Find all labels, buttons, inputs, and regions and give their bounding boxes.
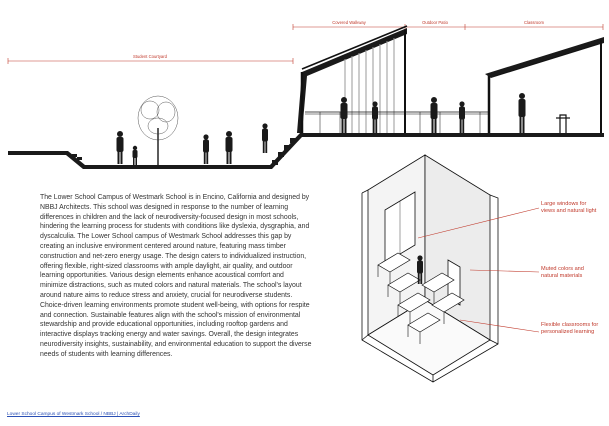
person-adult-4 (262, 123, 268, 153)
classroom-axonometric-drawing (330, 150, 609, 415)
person-walkway-1 (341, 97, 348, 133)
person-adult-3 (226, 131, 233, 164)
person-patio-1 (431, 97, 438, 133)
person-adult-1 (117, 131, 124, 164)
dim-student-courtyard: Student Courtyard (133, 54, 167, 59)
person-child-1 (133, 146, 138, 165)
person-classroom-1 (519, 93, 526, 133)
dim-covered-walkway: Covered Walkway (332, 20, 366, 25)
callout-flexible-classrooms: Flexible classrooms for personalized learning (541, 322, 599, 335)
person-patio-2 (459, 101, 465, 133)
source-link[interactable]: Lower School Campus of Westmark School / NBBJ | ArchDaily (7, 412, 140, 417)
classroom-building (485, 37, 604, 133)
callout-muted-colors: Muted colors and natural materials (541, 266, 584, 279)
project-description: The Lower School Campus of Westmark School is in Encino, California and designed by NBBJ Architects. This school was designed in response to the number of learning differences in children and the lack of neurodiversity-focused design in most schools, hindering the learning process for students with conditions like dyslexia, dysgraphia, and dyscalculia. The Lower School campus of Westmark School addresses this gap by creating an inclusive environment centered around nature, featuring mass timber construction and net-zero energy usage. The design caters to individualized instruction, offering flexible, right-sized classrooms with ample daylight, air quality, and outdoor learning opportunities. Various design elements enhance acoustical comfort and minimize distractions, such as muted colors and natural materials. The school's layout around nature aims to reduce stress and anxiety, crucial for neurodiverse students. Choice-driven learning environments promote student well-being, with options for respite and connection. Sustainable features align with the school's mission of environmental stewardship and provide educational opportunities, including rooftop gardens and interactive displays tracking energy and water savings. Overall, the design integrates neurodiversity insights, sustainability, and environmental education to support the diverse needs of students with learning differences. (40, 194, 312, 358)
dim-classroom: Classroom (523, 20, 545, 25)
dim-outdoor-patio: Outdoor Patio (422, 20, 448, 25)
tree-icon (138, 96, 178, 165)
dimension-lines (8, 24, 603, 64)
callout-large-windows: Large windows for views and natural light (541, 201, 597, 214)
person-adult-2 (203, 134, 209, 164)
